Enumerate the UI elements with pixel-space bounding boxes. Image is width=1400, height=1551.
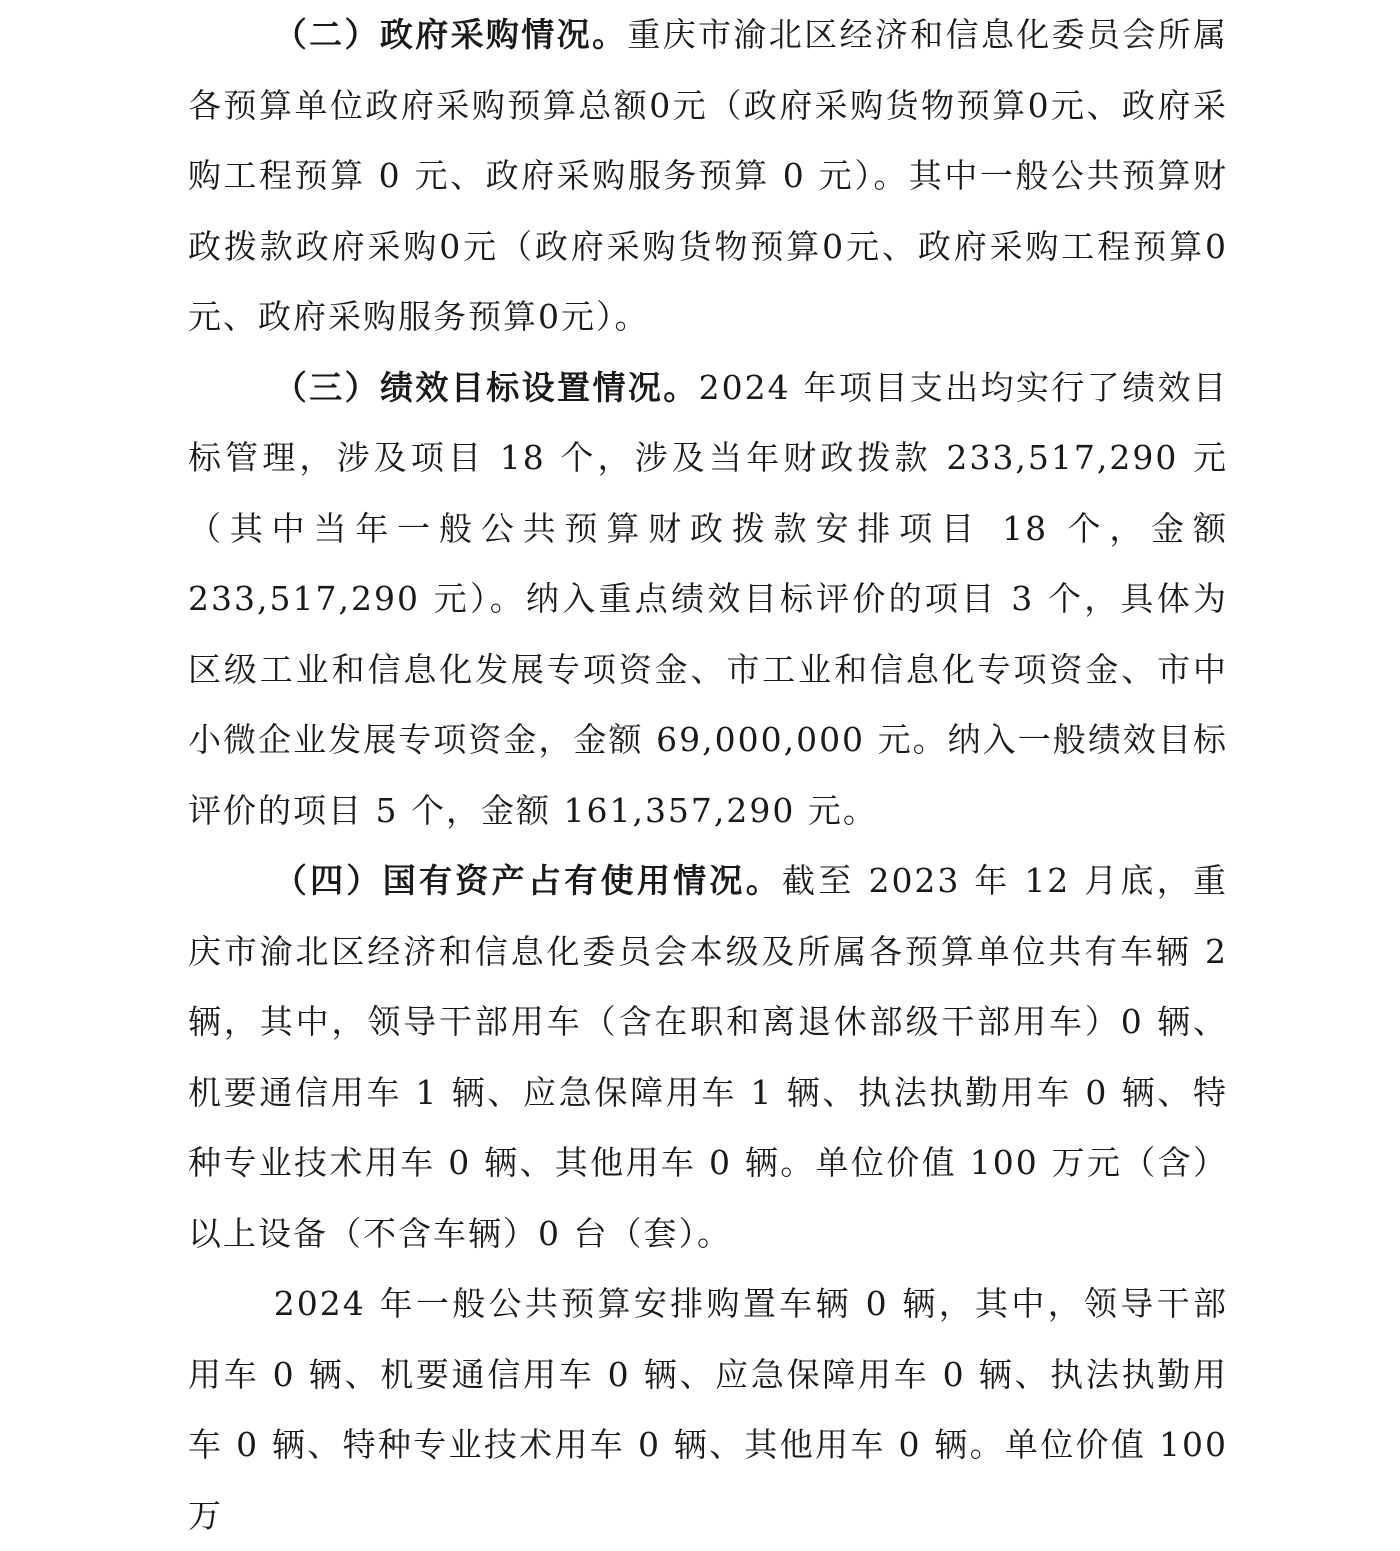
paragraph-vehicle-purchase bbox=[188, 1269, 1228, 1551]
paragraph-government-procurement bbox=[188, 0, 1228, 353]
paragraph-body-assets: 截至 2023 年 12 月底，重庆市渝北区经济和信息化委员会本级及所属各预算单位共有车辆 2 辆，其中，领导干部用车（含在职和离退休部级干部用车）0 辆、机要通信用车 1 辆、应急保障用车 1 辆、执法执勤用车 0 辆、特种专业技术用车 0 辆、其他用车 0 辆。单位价值 100 万元（含）以上设备（不含车辆）0 台（套）。 bbox=[188, 861, 1229, 1253]
paragraph-body-performance: 2024 年项目支出均实行了绩效目标管理，涉及项目 18 个，涉及当年财政拨款 233,517,290 元（其中当年一般公共预算财政拨款安排项目 18 个，金额233,517,290 元）。纳入重点绩效目标评价的项目 3 个，具体为区级工业和信息化发展专项资金、市工业和信息化专项资金、市中小微企业发展专项资金，金额 69,000,000 元。纳入一般绩效目标评价的项目 5 个，金额 161,357,290 元。 bbox=[188, 367, 1228, 830]
paragraph-body-vehicles: 2024 年一般公共预算安排购置车辆 0 辆，其中，领导干部用车 0 辆、机要通信用车 0 辆、应急保障用车 0 辆、执法执勤用车 0 辆、特种专业技术用车 0 辆、其他用车 0 辆。单位价值 100 万 bbox=[188, 1284, 1228, 1535]
section-heading-procurement: （二）政府采购情况。 bbox=[273, 15, 628, 54]
section-heading-performance: （三）绩效目标设置情况。 bbox=[273, 367, 699, 407]
paragraph-performance-targets bbox=[188, 353, 1228, 847]
paragraph-body-procurement: 重庆市渝北区经济和信息化委员会所属各预算单位政府采购预算总额0元（政府采购货物预算0元、政府采购工程预算 0 元、政府采购服务预算 0 元）。其中一般公共预算财政拨款政府采购0元（政府采购货物预算0元、政府采购工程预算0元、政府采购服务预算0元）。 bbox=[188, 15, 1229, 336]
section-heading-assets: （四）国有资产占有使用情况。 bbox=[273, 861, 783, 900]
document-page bbox=[188, 0, 1228, 1551]
paragraph-state-assets bbox=[188, 846, 1228, 1269]
